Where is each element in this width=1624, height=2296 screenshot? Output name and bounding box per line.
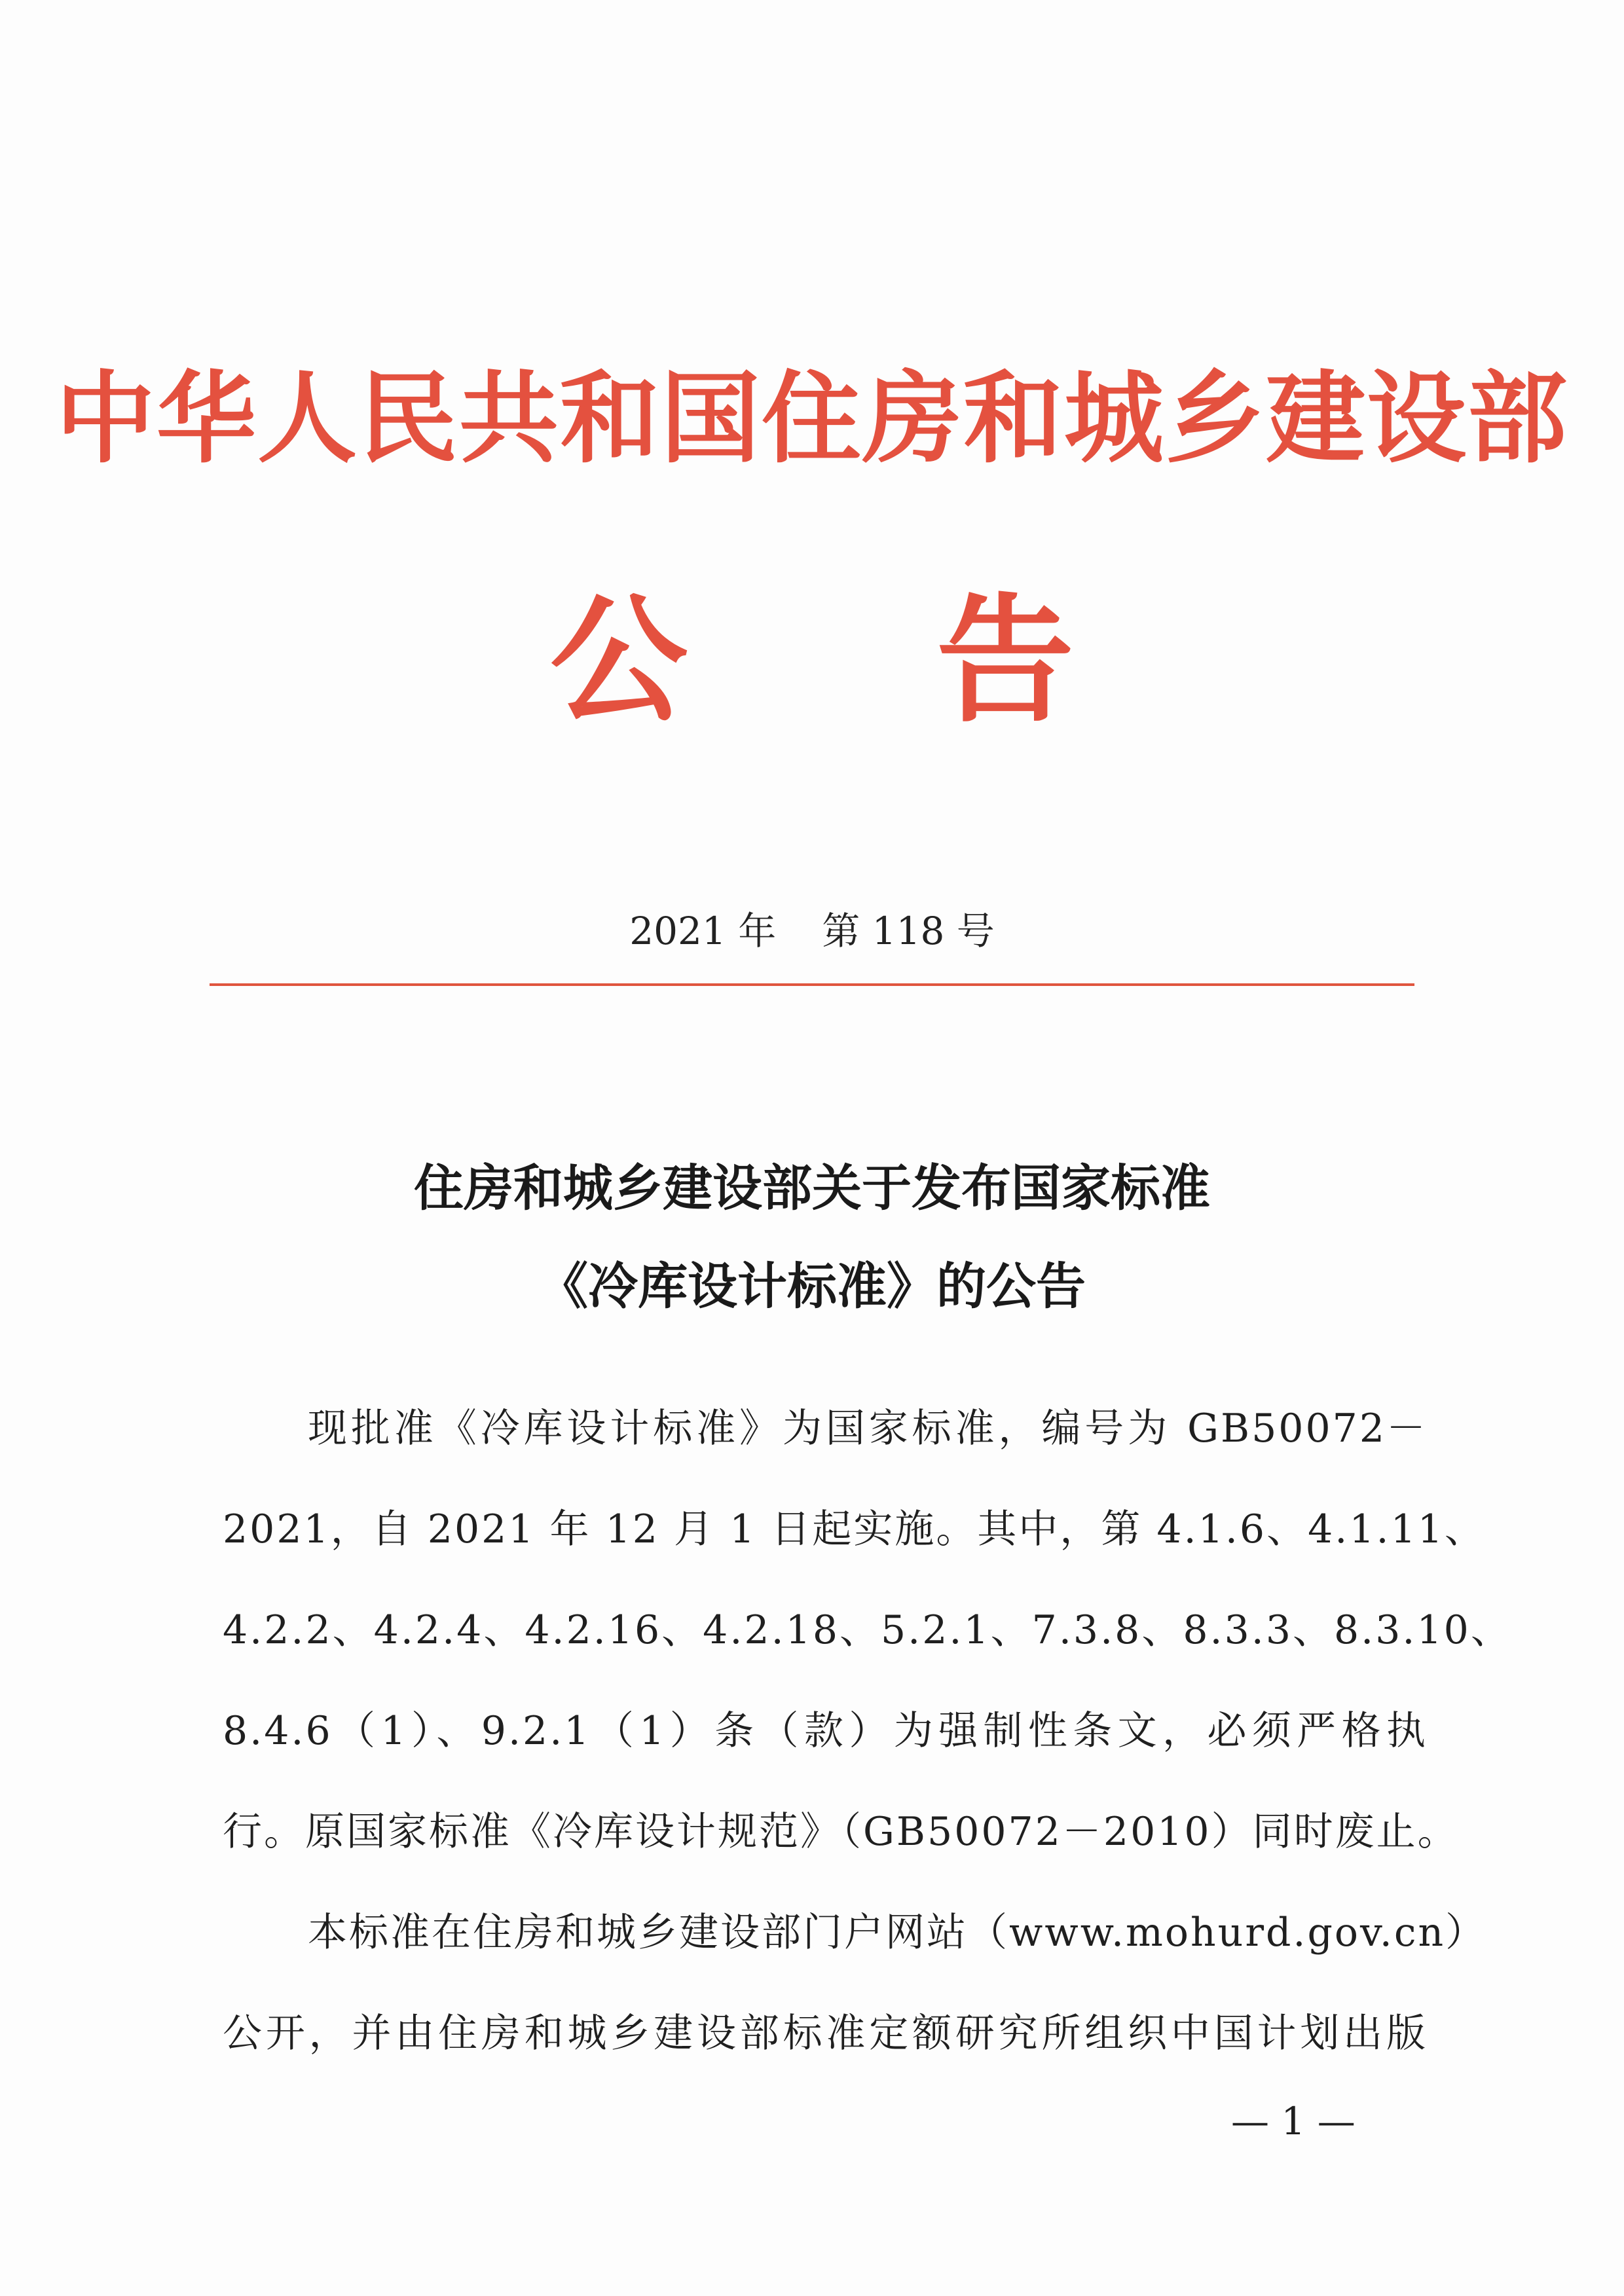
- body-line: 8.4.6（1）、9.2.1（1）条（款）为强制性条文，必须严格执: [223, 1708, 1428, 1754]
- body-line: 现批准《冷库设计标准》为国家标准，编号为 GB50072－: [308, 1406, 1428, 1451]
- page-number: — 1 —: [1231, 2099, 1356, 2143]
- notice-body: [223, 1378, 1512, 2084]
- doc-type-char-1: 公: [549, 581, 688, 741]
- notice-title-line-1: 住房和城乡建设部关于发布国家标准: [414, 1159, 1210, 1217]
- document-number: [0, 905, 1624, 957]
- doc-year: 2021 年: [629, 909, 777, 953]
- header-divider: [210, 983, 1414, 986]
- body-line: 公开，并由住房和城乡建设部标准定额研究所组织中国计划出版: [223, 2011, 1428, 2056]
- body-line: 4.2.2、4.2.4、4.2.16、4.2.18、5.2.1、7.3.8、8.3.3、8.3.10、: [223, 1607, 1512, 1653]
- doc-type-char-2: 告: [936, 581, 1075, 741]
- doc-serial: 第 118 号: [822, 909, 995, 953]
- body-line: 2021，自 2021 年 12 月 1 日起实施。其中，第 4.1.6、4.1.11、: [223, 1506, 1486, 1552]
- issuing-agency-header: 中华人民共和国住房和城乡建设部: [56, 361, 1568, 477]
- notice-title: [0, 1139, 1624, 1336]
- notice-title-line-2: 《冷库设计标准》的公告: [538, 1257, 1086, 1315]
- document-type-heading: [0, 576, 1624, 746]
- body-line: 本标准在住房和城乡建设部门户网站（www.mohurd.gov.cn）: [308, 1910, 1487, 1956]
- body-line: 行。原国家标准《冷库设计规范》（GB50072－2010）同时废止。: [223, 1809, 1459, 1855]
